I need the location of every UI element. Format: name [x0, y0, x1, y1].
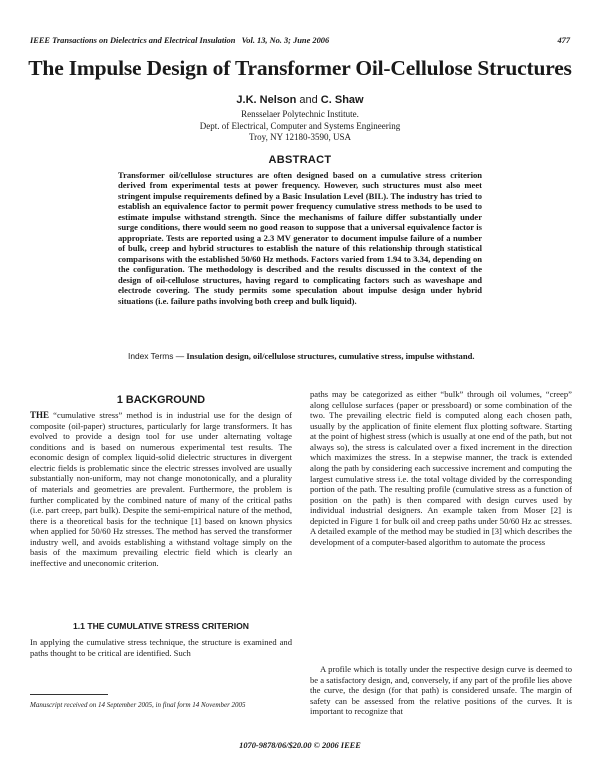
running-header — [30, 36, 570, 48]
affiliation-line-1: Rensselaer Polytechnic Institute. — [241, 109, 359, 119]
abstract-heading: ABSTRACT — [268, 154, 332, 166]
paper-title: The Impulse Design of Transformer Oil-Cellulose Structures — [28, 56, 572, 80]
journal-name: IEEE Transactions on Dielectrics and Electrical Insulation — [30, 36, 236, 45]
footnote-rule — [30, 694, 108, 695]
index-terms — [118, 351, 482, 362]
section-1-1-paragraph: In applying the cumulative stress technique, the structure is examined and paths thought to be critical are identified. Such — [30, 637, 292, 658]
column-2-paragraph-1: paths may be categorized as either “bulk” through oil volumes, “creep” along cellulose surfaces (paper or pressboard) or some combination of the two. The prevailing electric field is computed along each chosen path, usually by the application of finite element flux plotting software. Starting at the point of highest stress (which is usually at one end of the path, but not always so), the stress is calculated over a fixed increment in the direction which maximizes the stress. In a stepwise manner, the track is extended along the path by considering each successive increment and computing the largest cumulative stress i.e. the total voltage divided by the corresponding portion of the path. The resulting profile (cumulative stress as a function of position on the path) is then compared with design curves used by individual industrial designers. An example taken from Moser [2] is depicted in Figure 1 for bulk oil and creep paths under 50/60 Hz ac stresses. A detailed example of the method may be studied in [3] which describes the development of a computer-based algorithm to automate the process — [310, 389, 572, 547]
page-number: 477 — [557, 36, 570, 45]
section-1-heading: 1 BACKGROUND — [116, 394, 206, 406]
drop-cap: THE — [30, 410, 50, 420]
section-1-text: “cumulative stress” method is in industrial use for the design of composite (oil-paper) structures, particularly for large transformers. It has evolved to provide a design tool for use under alternating voltage conditions and is based on numerous experimental test results. The economic design of complex liquid-solid dielectric structures in divergent electric fields is problematic since the electric stresses involved are usually substantially non-uniform, may not change monotonically, and a plurality of materials and geometries are prevalent. Furthermore, the problem is further complicated by the combined nature of many of the critical paths (i.e. part creep, part bulk). Despite the semi-empirical nature of the method, there is a theoretical basis for the technique [1] based on known physics when applied for 50/60 Hz stresses. The method has served the transformer industry well, and avoids establishing a withstand voltage simply on the basis of the maximum prevailing electric field which is clearly an ineffective and uneconomic criterion. — [30, 410, 292, 568]
index-terms-list: Insulation design, oil/cellulose structures, cumulative stress, impulse withstand. — [186, 351, 475, 361]
abstract-text: Transformer oil/cellulose structures are often designed based on a cumulative stress criterion derived from experimental tests at power frequency. However, such structures must also meet stringent impulse requirements defined by a Basic Insulation Level (BIL). The industry has tried to establish an equivalence factor to permit power frequency cumulative stress methods to be used to estimate impulse withstand strength. Since the mechanisms of failure differ substantially under surge conditions, there would seem no good reason to suppose that a universal equivalence factor is appropriate. Tests are reported using a 2.3 MV generator to document impulse failure of a number of bulk, creep and hybrid structures to establish the nature of this relationship through statistical comparisons with the established 50/60 Hz methods. Factors varied from 1.94 to 3.34, depending on the configuration. The methodology is described and the results discussed in the context of the design of oil-cellulose structures, having regard to complicating factors such as waveshape and electrode covering. The study permits some speculation about impulse design under hybrid situations (i.e. failure paths involving both creep and bulk liquid). — [118, 170, 482, 306]
journal-info — [30, 36, 329, 45]
section-1-1-heading: 1.1 THE CUMULATIVE STRESS CRITERION — [72, 621, 250, 631]
affiliation-line-3: Troy, NY 12180-3590, USA — [248, 132, 351, 142]
section-1-paragraph — [30, 410, 292, 568]
affiliation — [0, 109, 600, 144]
journal-volume: Vol. 13, No. 3; June 2006 — [241, 36, 330, 45]
author-2: C. Shaw — [320, 94, 364, 106]
index-terms-lead: Index Terms — — [128, 351, 185, 361]
author-and: and — [299, 94, 318, 106]
column-2-paragraph-2: A profile which is totally under the respective design curve is deemed to be a satisfactory design, and, conversely, if any part of the profile lies above the curve, the design (for that path) is considered unsafe. The margin of safety can be assessed from the relative positions of the curves. It is important to recognize that — [310, 664, 572, 717]
manuscript-footnote: Manuscript received on 14 September 2005, in final form 14 November 2005 — [30, 701, 246, 709]
authors — [0, 94, 600, 106]
author-1: J.K. Nelson — [236, 94, 297, 106]
affiliation-line-2: Dept. of Electrical, Computer and Systems Engineering — [199, 120, 401, 131]
copyright-footer: 1070-9878/06/$20.00 © 2006 IEEE — [239, 741, 361, 750]
